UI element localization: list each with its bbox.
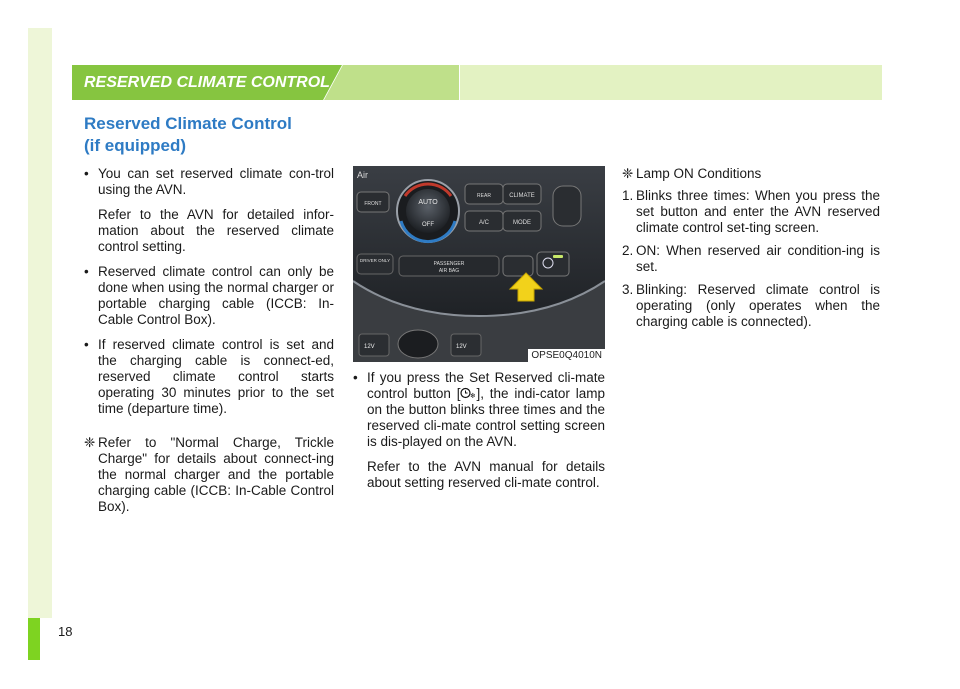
page-number: 18 [58, 624, 73, 639]
side-accent [28, 618, 40, 660]
bullet-text-before-icon: If you press the Set Reserved cli-mate control button [ [367, 370, 605, 401]
note-item [84, 435, 334, 515]
bullet-item: • You can set reserved climate con-trol using the AVN. [84, 166, 334, 197]
header-light-block [460, 65, 882, 100]
bullet-item: • If you press the Set Reserved cli-mate control button [ ❄ ], the indi-cator lamp on the button blinks three times and the reserved cli-mate control setting screen is dis-played on the AVN. [353, 370, 605, 449]
bullet-item: • If reserved climate control is set and the charging cable is connect-ed, reserved climate control starts operating 30 minutes prior to the set time (departure time). [84, 337, 334, 416]
panel-front-label: FRONT [364, 201, 382, 207]
svg-text:❄: ❄ [470, 393, 477, 399]
item-number: 1. [622, 188, 634, 203]
bullet-text: Reserved climate control can only be done when using the normal charger or portable charging cable (ICCB: In-Cable Control Box). [98, 264, 334, 327]
indented-note: Refer to the AVN manual for details about setting reserved cli-mate control. [367, 459, 605, 490]
item-number: 3. [622, 282, 634, 297]
item-number: 2. [622, 243, 634, 258]
panel-auto-label: AUTO [418, 199, 438, 206]
note-text: Refer to "Normal Charge, Trickle Charge" for details about connect-ing the normal charger and the portable charging cable (ICCB: In-Cable Control Box). [98, 435, 334, 514]
section-title-line2: (if equipped) [84, 136, 186, 155]
bullet-text-after-icon: ], the indi-cator lamp on the button blinks three times and the reserved cli-mate control setting screen is dis-played on the AVN. [367, 386, 605, 449]
panel-12v-right: 12V [456, 344, 467, 350]
bullet-text: If reserved climate control is set and the charging cable is connect-ed, reserved climate control starts operating 30 minutes prior to the set time (departure time). [98, 337, 334, 416]
header-title: RESERVED CLIMATE CONTROL [84, 74, 330, 91]
left-column [84, 166, 334, 524]
panel-airbag-label: AIR BAG [438, 268, 460, 274]
section-title-line1: Reserved Climate Control [84, 114, 292, 133]
bullet-item: • Reserved climate control can only be done when using the normal charger or portable charging cable (ICCB: In-Cable Control Box). [84, 264, 334, 327]
climate-panel-photo [353, 166, 605, 362]
panel-air-label: Air [357, 170, 368, 180]
header-mid-block [324, 65, 459, 100]
item-text: ON: When reserved air condition-ing is set. [636, 243, 880, 274]
conditions-heading [622, 166, 880, 182]
panel-off-label: OFF [422, 222, 434, 228]
figure-code-label: OPSE0Q4010N [528, 349, 605, 362]
section-header-bar [72, 65, 882, 100]
item-text: Blinking: Reserved climate control is operating (only operates when the charging cable is connected). [636, 282, 880, 329]
numbered-item [622, 188, 880, 236]
heading-text: Lamp ON Conditions [636, 166, 762, 181]
panel-rear-label: REAR [477, 193, 491, 199]
heading-mark: ❈ [622, 166, 634, 181]
bullet-text: You can set reserved climate con-trol using the AVN. [98, 166, 334, 197]
panel-climate-label: CLIMATE [509, 193, 535, 199]
middle-column [353, 370, 605, 500]
indented-note: Refer to the AVN for detailed infor-mation about the reserved climate control setting. [98, 207, 334, 254]
climate-panel-illustration [353, 166, 605, 362]
panel-ac-label: A/C [478, 220, 490, 226]
note-mark: ❈ [84, 435, 96, 450]
item-text: Blinks three times: When you press the set button and enter the AVN reserved climate control set-ting screen. [636, 188, 880, 235]
side-band [28, 28, 52, 618]
set-reserved-climate-icon [460, 387, 476, 399]
panel-driver-only-label: DRIVER ONLY [359, 258, 391, 263]
panel-12v-left: 12V [364, 344, 375, 350]
right-column [622, 166, 880, 337]
panel-passenger-label: PASSENGER [433, 261, 465, 267]
section-title [84, 113, 292, 157]
numbered-item [622, 282, 880, 330]
numbered-item [622, 243, 880, 275]
panel-mode-label: MODE [513, 220, 531, 226]
